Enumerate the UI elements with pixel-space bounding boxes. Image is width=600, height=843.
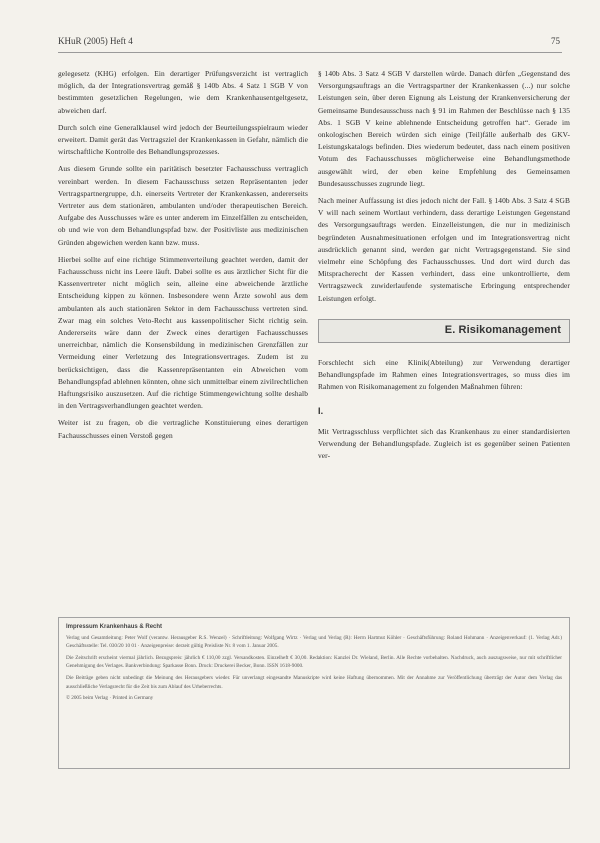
imprint-text: Verlag und Gesamtleitung: Peter Wolf (verantw. Herausgeber R.S. Wenzel) · Schriftleitung: Wolfgang Wirtz · Verlag und Verlag (R): Herrn Hartmut Köhler · Geschäftsführung: Roland Hohmann · Anzeigenverkauf: (1. Verlag Adr.) Geschäftsstelle: Tel. 030/20 10 01 · Anzeigenpreise: derzeit gültig Preisliste Nr. 8 vom 1. Januar 2005. xyxy=(66,634,562,650)
section-heading-box xyxy=(318,319,570,343)
page-number: 75 xyxy=(551,36,560,46)
imprint-box xyxy=(58,617,570,769)
section-heading: E. Risikomanagement xyxy=(444,323,561,336)
paragraph: Mit Vertragsschluss verpflichtet sich das Krankenhaus zu einer standardisierten Verwendung der Behandlungspfade. Zugleich ist es gegenüber seinen Patienten ver- xyxy=(318,426,570,461)
paragraph: Hierbei sollte auf eine richtige Stimmenverteilung geachtet werden, damit der Fachausschuss nicht ins Leere läuft. Dabei sollte es aus ärztlicher Sicht für die Kassenvertreter nicht möglich sein, alleine eine abweichende ärztliche Entscheidung kippen zu können. Insbesondere wenn Ärzte sowohl aus dem ambulanten als auch stationären Sektor in dem Fachausschuss vertreten sind. Zwar mag ein solches Veto-Recht aus kassenpolitischer Sicht richtig sein. Andererseits wäre dann der Zweck eines derartigen Fachausschusses unerreichbar, nämlich die Konsensbildung in medizinischen Grenzfällen zur Vermeidung einer Verletzung des Integrationsvertrages. Zudem ist zu berücksichtigen, dass die Kassenrepräsentanten ein Abweichen vom Behandlungspfad ablehnen könnten, ohne sich unmittelbar einem zivilrechtlichen Haftungsrisiko auszusetzen. Auf die richtige Stimmengewichtung sollte deshalb in den Vertragsverhandlungen geachtet werden. xyxy=(58,254,308,411)
sub-heading: I. xyxy=(318,406,324,417)
paragraph: Forschlecht sich eine Klinik(Abteilung) zur Verwendung derartiger Behandlungspfade im Rahmen eines Integrationsvertrages, so muss dies im Rahmen von Risikomanagement zu folgenden Maßnahmen führen: xyxy=(318,357,570,392)
paragraph: § 140b Abs. 3 Satz 4 SGB V darstellen würde. Danach dürfen „Gegenstand des Versorgungsauftrags an die Vertragspartner der Krankenkassen (...) nur solche Leistungen sein, über deren Eignung als Leistung der Krankenversicherung der Gemeinsame Bundesausschuss nach § 91 im Rahmen der Beschlüsse nach § 135 Abs. 1 SGB V keine ablehnende Entscheidung getroffen hat“. Gerade im onkologischen Bereich würden sich einige (Teil)fälle außerhalb des GKV-Leistungskatalogs befinden. Dies wiederum bedeutet, dass nach einem positiven Votum des Fachausschusses möglicherweise eine Behandlungsmethode ausgewählt wird, der eben keine Empfehlung des Gemeinsamen Bundesausschusses zugrunde liegt. xyxy=(318,69,570,188)
right-column xyxy=(318,68,570,467)
header-rule xyxy=(58,52,562,53)
imprint-text: Die Beiträge geben nicht unbedingt die Meinung des Herausgebers wieder. Für unverlangt eingesandte Manuskripte wird keine Haftung übernommen. Mit der Annahme zur Veröffentlichung überträgt der Autor dem Verlag das ausschließliche Verlagsrecht für die Zeit bis zum Ablauf des Urheberrechts. xyxy=(66,674,562,690)
imprint-text: © 2005 beim Verlag · Printed in Germany xyxy=(66,695,154,702)
paragraph: Weiter ist zu fragen, ob die vertragliche Konstituierung eines derartigen Fachausschusses einen Verstoß gegen xyxy=(58,418,308,440)
paragraph: Aus diesem Grunde sollte ein paritätisch besetzter Fachausschuss vertraglich vereinbart werden. In diesem Fachausschuss setzen Repräsentanten jeder Vertragspartnergruppe, d.h. einerseits Vertreter der Krankenkassen, andererseits Vertreter aus dem stationären, ambulanten und/oder therapeutischen Bereich. Aufgabe des Ausschusses wäre es unter anderem im Einzelfällen zu entscheiden, ob und wie von dem Behandlungspfad bzw. der Positivliste aus medizinischen Gründen abgewichen werden kann bzw. muss. xyxy=(58,164,308,247)
paragraph: Nach meiner Auffassung ist dies jedoch nicht der Fall. § 140b Abs. 3 Satz 4 SGB V will nach seinem Wortlaut verhindern, dass derartige Leistungen Gegenstand des Versorgungsauftrags werden. Einzelleistungen, die nur in medizinisch begründeten Ausnahmesituationen erfolgen und im Integrationsvertrag nicht ausdrücklich genannt sind, werden gar nicht Vertragsgegenstand. Sie sind vielmehr eine Schöpfung des Fachausschusses. Und dort wird durch das Mitspracherecht der Kassen verhindert, dass eine unkontrollierte, dem Vertragszweck zuwiderlaufende systematische Erbringung entsprechender Leistungen erfolgt. xyxy=(318,196,570,303)
left-column xyxy=(58,68,308,447)
imprint-text: Die Zeitschrift erscheint viermal jährlich. Bezugspreis: jährlich € 110,00 zzgl. Versandkosten. Einzelheft € 30,00. Redaktion: Kanzlei Dr. Wieland, Berlin. Alle Rechte vorbehalten. Nachdruck, auch auszugsweise, nur mit schriftlicher Genehmigung des Verlages. Bankverbindung: Sparkasse Bonn. Druck: Druckerei Becker, Bonn. ISSN 1618-9000. xyxy=(66,654,562,670)
running-header xyxy=(58,36,564,50)
imprint-title: Impressum Krankenhaus & Recht xyxy=(66,624,163,630)
paragraph: Durch solch eine Generalklausel wird jedoch der Beurteilungsspielraum wieder erweitert. Damit gerät das Vertragsziel der Krankenkassen in Gefahr, nämlich die wirtschaftliche Kontrolle des Behandlungsprozesses. xyxy=(58,122,308,157)
journal-title: KHuR (2005) Heft 4 xyxy=(58,36,133,46)
paragraph: gelegesetz (KHG) erfolgen. Ein derartiger Prüfungsverzicht ist vertraglich möglich, da der Integrationsvertrag gemäß § 140b Abs. 4 Satz 1 SGB V von bestimmten gesetzlichen Regelungen, wie dem Krankenhausentgeltgesetz, abweichen darf. xyxy=(58,69,308,115)
